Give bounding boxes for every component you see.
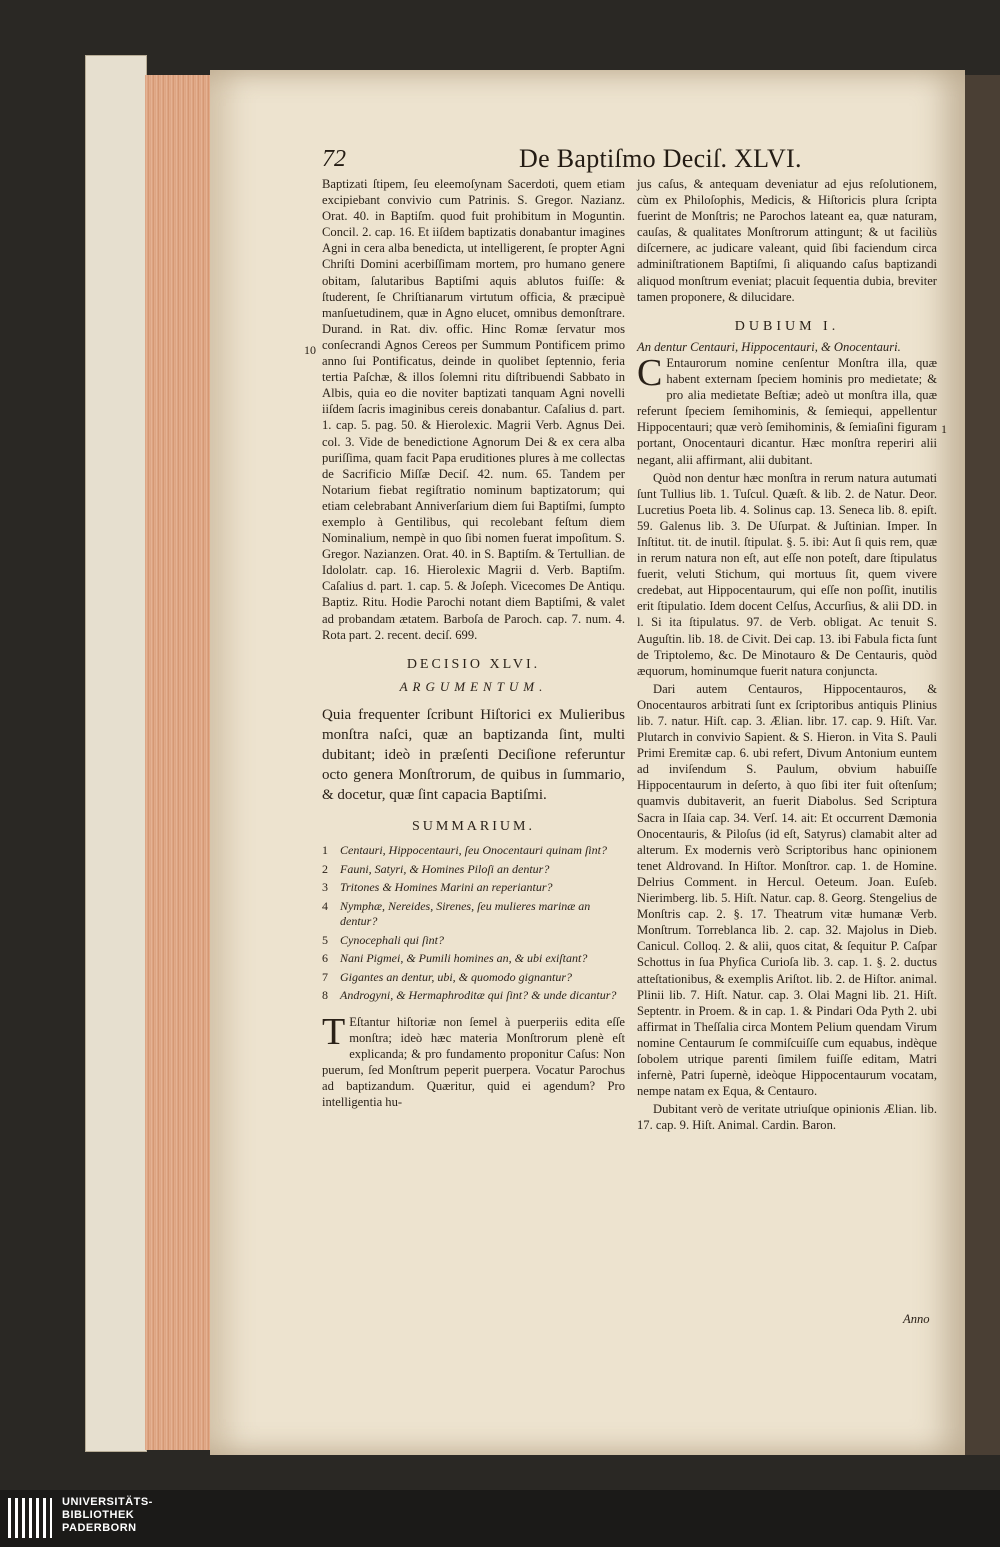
dubium-title: DUBIUM I.: [734, 318, 840, 334]
right-paragraph-2: [637, 351, 937, 468]
summarium-text: Nymphæ, Nereides, Sirenes, ſeu mulieres marinæ an dentur?: [340, 898, 591, 928]
right-paragraph-5: Dubitant verò de veritate utriuſque opinionis Ælian. lib. 17. cap. 9. Hiſt. Animal. Cardin. Baron.: [637, 1102, 937, 1133]
summarium-item: [322, 970, 625, 986]
summarium-number: 2: [322, 861, 328, 876]
summarium-item: [322, 933, 625, 949]
final-paragraph-text: Eſtantur hiſtoriæ non ſemel à puerperiis edita eſſe monſtra; ideò hæc materia Monſtrorum plenè eſt explicanda; & pro fundamento proponitur Caſus: Non puerum, ſed Monſtrum peperit puerpera. Vocatur Parochus ad baptizandum. Quæritur, quid ei agendum? Pro intelligentia hu-: [322, 1014, 625, 1109]
summarium-number: 4: [322, 898, 328, 913]
summarium-item: [322, 951, 625, 967]
summarium-number: 1: [322, 843, 328, 857]
right-paragraph-4: Dari autem Centauros, Hippocentauros, & Onocentauros arbitrati ſunt ex ſcriptoribus antiquis Plinius lib. 7. natur. Hiſt. cap. 3. Ælian. libr. 17. cap. 9. Hiſt. Var. Plutarch in convivio Sapient. & S. Hieron. in Vita S. Pauli Primi Eremitæ cap. 6. ubi refert, Divum Antonium euntem ad inviſendum S. Paulum, obvium habuiſſe Hippocentaurum in deſerto, à quo ſibi iter fuit oſtenſum; quamvis dubitaverit, an fuerit Diabolus. Sed Scriptura Sacra in Iſaia cap. 34. Verſ. 14. ait: Et occurrent Dæmonia Onocentauris, & Piloſus (id eſt, Satyrus) clamabit alter ad alterum. Ex modernis verò Scriptoribus hanc opinionem tenet Aldrovand. In Hiſtor. Monſtror. cap. 1. de Homine. Delrius Comment. in Hercul. Oeteum. Joan. Euſeb. Nierimberg. lib. 5. Hiſt. Natur. cap. 8. Georg. Stengelius de Monſtris cap. 2. §. 17. Theatrum vitæ humanæ Verb. Monſtrum. Torreblanca lib. 2. cap. 32. Majolus in Dieb. Canicul. Colloq. 2. & alii, quos citat, & ſequitur P. Caſpar Schottus in ſua Phyſica Curioſa lib. 3. cap. 1. §. 2. ductus atteſtationibus, & exemplis Ariſtot. lib. 2. de Hiſtor. animal. Plinii lib. 7. Hiſt. Natur. cap. 3. Olai Magni lib. 21. Hiſt. Septentr. in Proem. & in cap. 1. & Pindari Oda Pyth 2. ubi affirmat in Theſſalia circa Montem Pelium quendam Virum nomine Centaurum ſe commiſcuiſſe cum equabus, indèque ſobolem utrique parenti ſimilem fuiſſe editam, Matri infernè, Patri ſupernè, ideòque Hippocentaurum vocatam, nempe natam ex Equa, & Centauro.: [637, 681, 937, 1099]
summarium-text: Fauni, Satyri, & Homines Piloſi an dentur?: [340, 861, 550, 876]
summarium-item: [322, 899, 625, 930]
final-paragraph: [322, 1010, 625, 1111]
summarium-number: 5: [322, 932, 328, 947]
summarium-number: 3: [322, 880, 328, 894]
right-paragraph-3: Quòd non dentur hæc monſtra in rerum natura autumati ſunt Tullius lib. 1. Tuſcul. Quæſt. & lib. 2. de Natur. Deor. Lucretius Poeta lib. 4. Solinus cap. 13. Seneca lib. 8. epiſt. 59. Galenus lib. 3. De Uſurpat. & Juſtinian. Imper. In Inſtitut. tit. de inutil. ſtipulat. §. 5. ibi: Aut ſi quis rem, quæ in rerum natura non eſt, aut eſſe non poteſt, dare ſtipulatus fuerit, veluti Stichum, qui mortuus ſit, quem vivere credebat, aut Hippocentaurum, qui eſſe non poſſit, inutilis erit ſtipulatio. Idem docent Celſus, Accurſius, & alii DD. in l. Si ita ſtipulatus. 97. de Verb. obligat. Ac tenuit S. Auguſtin. lib. 18. de Civit. Dei cap. 13. ibi Fabula ficta ſunt de Triptolemo, &c. De Minotauro & De Centauris, quòd æquorum, hominumque fuerit natura conjuncta.: [637, 470, 937, 678]
book-cover-edge: [85, 55, 147, 1452]
summarium-text: Tritones & Homines Marini an reperiantur?: [340, 880, 553, 894]
binding-gutter: [965, 75, 1000, 1455]
logo-line-3: PADERBORN: [62, 1522, 137, 1534]
margin-note-left: 10: [304, 343, 316, 357]
right-paragraph-1: jus caſus, & antequam deveniatur ad ejus reſolutionem, cùm ex Philoſophis, Medicis, & Hiſtoricis plura ſcripta fuerint de Monſtris; ne Parochos lateant ea, quæ naturam, cauſas, & qualitates Monſtrorum attingunt; & ut faciliùs diſcernere, ac judicare valeant, quid ſibi faciendum circa adminiſtrationem Baptiſmi, ſi aliquando caſus baptizandi aliquod monſtrum eveniat; placuit ſequentia dubia, breviter tamen proponere, & dilucidare.: [637, 177, 937, 304]
summarium-text: Centauri, Hippocentauri, ſeu Onocentauri quinam ſint?: [340, 843, 607, 857]
summarium-text: Gigantes an dentur, ubi, & quomodo gignantur?: [340, 969, 573, 984]
argumentum-text: Quia frequenter ſcribunt Hiſtorici ex Mulieribus monſtra naſci, quæ an baptizanda ſint, multi dubitant; ideò in præſenti Deciſione referuntur octo genera Monſtrorum, de quibus in ſummario, & docetur, quæ ſint capacia Baptiſmi.: [322, 706, 625, 803]
summarium-title: SUMMARIUM.: [412, 818, 535, 834]
running-head: De Baptiſmo Deciſ. XLVI.: [519, 144, 802, 173]
summarium-item: [322, 988, 625, 1004]
margin-note-right: 1: [941, 422, 947, 436]
summarium-text: Cynocephali qui ſint?: [340, 932, 444, 947]
summarium-item: [322, 843, 625, 859]
page-number: 72: [322, 146, 346, 172]
summarium-list: [322, 843, 625, 1004]
left-paragraph-1: Baptizati ſtipem, ſeu eleemoſynam Sacerdoti, quem etiam excipiebant convivio cum Patrinis. S. Gregor. Nazianz. Orat. 40. in Baptiſm. quod fuit prohibitum in Moguntin. Concil. 2. cap. 16. Et iiſdem baptizatis donabantur imagines Agni in cera alba benedicta, ut intelligerent, ſe propter Agni Chriſti Domini acerbiſſimam mortem, pro humano genere obitam, ſalutaribus Baptiſmi aquis ablutos fuiſſe: & ſtuderent, ſe Chriſtianarum virtutum officia, & præcipuè manſuetudinem, quæ in Agno elucet, omnibus demonſtrare. Durand. in Rat. div. offic. Hinc Romæ ſervatur mos conſecrandi Agnos Cereos per Summum Pontificem primo anno ſui Pontificatus, deinde in quolibet ſeptennio, feria tertia Paſchæ, & illos ſolemni ritu diſtribuendi Sabbato in Albis, quia eo die noviter baptizati tanquam Agni novelli iiſdem ſacris imaginibus cereis donabantur. Caſalius d. part. 1. cap. 5. pag. 50. & Hierolexic. Magrii Verb. Agnus Dei. col. 3. Vide de benedictione Agnorum Dei & ex cera alba puriſſima, quam facit Papa eruditiones plures à me collectas de Sacrificio Miſſæ Deciſ. 42. num. 65. Tandem per Notarium fiebat regiſtratio nominum baptizatorum; qui etiam celebrabant Anniverſarium diem ſui Baptiſmi, ſumpto exemplo à Gentilibus, qui recolebant feſtum diem Nominalium, nempè in quo ſibi nomen fuerat impoſitum. S. Gregor. Nazianzen. Orat. 40. in S. Baptiſm. & Tertullian. de Idololatr. cap. 16. Hierolexic Magrii d. Verb. Baptiſm. Caſalius d. part. 1. cap. 5. & Joſeph. Vicecomes De Antiqu. Baptiz. Ritu. Hodie Parochi notant diem Baptiſmi, & valet ad probandam ætatem. Barboſa de Paroch. cap. 7. num. 4. Rota part. 2. recent. deciſ. 699.: [322, 177, 625, 642]
dubium-question: An dentur Centauri, Hippocentauri, & Onocentauri.: [637, 339, 901, 354]
logo-line-2: BIBLIOTHEK: [62, 1509, 135, 1521]
summarium-item: [322, 862, 625, 878]
drop-cap: T: [322, 1010, 346, 1053]
summarium-text: Androgyni, & Hermaphroditæ qui ſint? & unde dicantur?: [340, 988, 617, 1002]
right-paragraph-2-text: Entaurorum nomine cenſentur Monſtra illa, quæ habent externam ſpeciem hominis pro medietate; & pro alia medietate Beſtiæ; adeò ut monſtra illa, quæ referunt ſpeciem ſemihominis, & ſemiequi, appellentur Hippocentauri; quæ verò ſemihominis, & ſemiaſini figuram portant, Onocentauri dicantur. Hæc monſtra reperiri alii negant, alii affirmant, alii dubitant.: [637, 355, 937, 467]
decisio-title: DECISIO XLVI.: [406, 656, 541, 672]
library-logo-text: [62, 1496, 153, 1535]
logo-line-1: UNIVERSITÄTS-: [62, 1496, 153, 1508]
argumentum-title: ARGUMENTUM.: [399, 678, 548, 694]
page-header: [322, 146, 962, 176]
summarium-number: 8: [322, 988, 328, 1002]
right-column: [637, 176, 937, 1133]
drop-cap: C: [637, 351, 663, 394]
page-edges: [145, 75, 210, 1450]
summarium-number: 7: [322, 969, 328, 984]
summarium-number: 6: [322, 951, 328, 965]
catchword: Anno: [903, 1312, 930, 1326]
library-logo-icon: [8, 1498, 52, 1538]
left-column: [322, 176, 625, 1110]
summarium-item: [322, 880, 625, 896]
summarium-text: Nani Pigmei, & Pumili homines an, & ubi exiſtant?: [340, 951, 588, 965]
